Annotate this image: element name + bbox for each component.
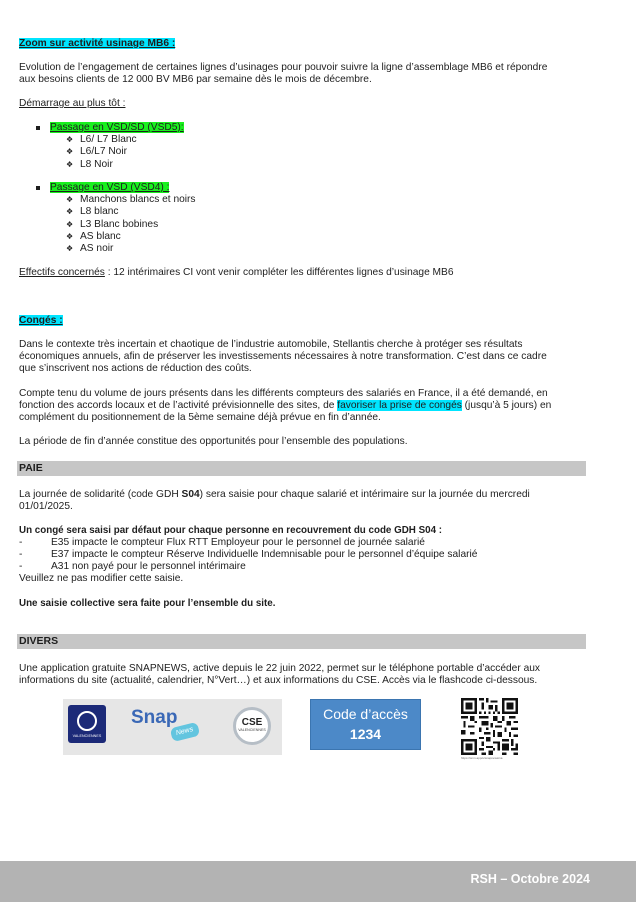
list-item: ❖ Manchons blancs et noirs bbox=[80, 194, 196, 206]
qr-code-icon[interactable] bbox=[461, 698, 518, 755]
zoom-heading bbox=[19, 38, 175, 50]
partner-logos bbox=[63, 699, 282, 755]
text-line: que s’inscrivent nos actions de réduction des coûts. bbox=[19, 363, 252, 375]
access-code-label: Code d’accès bbox=[323, 706, 408, 722]
zoom-heading-text: Zoom sur activité usinage MB6 : bbox=[19, 38, 176, 49]
conges-paragraph-3: La période de fin d’année constitue des opportunités pour l’ensemble des populations. bbox=[19, 436, 408, 447]
effectifs-line bbox=[19, 267, 454, 279]
valenciennes-logo-text: VALENCIENNES bbox=[72, 734, 102, 738]
text-line: informations du site (actualité, calendrier, N°Vert…) et aux informations du CSE. Accès via le flashcode ci-dessous. bbox=[19, 675, 538, 687]
text-line: Compte tenu du volume de jours présents dans les différents compteurs des salariés en France, il a été demandé, en bbox=[19, 388, 548, 399]
cse-logo bbox=[233, 707, 271, 745]
access-code-value: 1234 bbox=[349, 726, 382, 742]
vsd4-list bbox=[50, 194, 196, 255]
cse-logo-text: CSE bbox=[241, 717, 263, 728]
effectifs-label: Effectifs concernés bbox=[19, 267, 105, 278]
text-fragment: fonction des accords locaux et de l’activité prévisionnelle des sites, de bbox=[19, 400, 338, 412]
conges-heading-text: Congés : bbox=[19, 315, 63, 326]
text-line: Dans le contexte très incertain et chaotique de l’industrie automobile, Stellantis cherche à protéger ses résultats bbox=[19, 339, 523, 350]
list-item: - E37 impacte le compteur Réserve Individuelle Indemnisable pour le personnel d’équipe salarié bbox=[17, 549, 597, 561]
list-item: ❖ L6/L7 Noir bbox=[80, 146, 184, 158]
conges-heading bbox=[19, 315, 63, 327]
start-label: Démarrage au plus tôt : bbox=[19, 98, 126, 109]
footer-text: RSH – Octobre 2024 bbox=[470, 872, 590, 886]
zoom-intro-line2: aux besoins clients de 12 000 BV MB6 par semaine dès le mois de décembre. bbox=[19, 74, 372, 86]
qr-code-url[interactable]: https://snm.app/e/snapnews/va bbox=[461, 756, 503, 760]
text-line: économiques annuels, afin de préserver les investissements nécessaires à notre transformation. C’est dans ce cadre bbox=[19, 351, 547, 363]
paie-note: Veuillez ne pas modifier cette saisie. bbox=[19, 573, 184, 584]
zoom-intro-line1: Evolution de l’engagement de certaines lignes d’usinages pour pouvoir suivre la ligne d’assemblage MB6 et répondre bbox=[19, 62, 548, 73]
valenciennes-logo bbox=[68, 705, 106, 743]
divers-section-bar: DIVERS bbox=[17, 634, 586, 649]
vsd5-item bbox=[50, 122, 184, 171]
valenciennes-emblem-icon bbox=[77, 711, 97, 731]
list-item: ❖ L6/ L7 Blanc bbox=[80, 134, 184, 146]
vsd5-list bbox=[50, 134, 184, 171]
text-line: Une application gratuite SNAPNEWS, active depuis le 22 juin 2022, permet sur le téléphone portable d’accéder aux bbox=[19, 663, 541, 674]
snapnews-badge: News bbox=[170, 722, 200, 742]
vsd4-group bbox=[50, 182, 196, 255]
highlight-conges: favoriser la prise de congés bbox=[337, 400, 462, 412]
text-line: 01/01/2025. bbox=[19, 501, 73, 513]
list-item: ❖ L8 blanc bbox=[80, 206, 196, 218]
vsd4-item bbox=[50, 182, 196, 255]
vsd5-group bbox=[50, 122, 184, 171]
list-item: ❖ AS blanc bbox=[80, 231, 196, 243]
paie-bold-line: Un congé sera saisi par défaut pour chaque personne en recouvrement du code GDH S04 : bbox=[19, 525, 443, 536]
list-item: - A31 non payé pour le personnel intérimaire bbox=[17, 561, 597, 573]
access-code-box bbox=[310, 699, 421, 750]
vsd5-title: Passage en VSD/SD (VSD5): bbox=[50, 122, 184, 133]
zoom-intro bbox=[19, 62, 599, 86]
cse-logo-subtext: VALENCIENNES bbox=[238, 728, 266, 732]
text-line bbox=[19, 400, 599, 412]
text-fragment: (jusqu’à 5 jours) en bbox=[461, 400, 552, 412]
text-line bbox=[19, 489, 599, 501]
list-item: ❖ L3 Blanc bobines bbox=[80, 219, 196, 231]
code-s04: S04 bbox=[181, 489, 200, 500]
effectifs-text: : 12 intérimaires CI vont venir compléter les différentes lignes d’usinage MB6 bbox=[104, 267, 454, 278]
text-fragment: La journée de solidarité (code GDH bbox=[19, 489, 182, 500]
list-item: ❖ AS noir bbox=[80, 243, 196, 255]
text-line: complément du positionnement de la 5ème semaine déjà prévue en fin d’année. bbox=[19, 412, 381, 424]
page-footer bbox=[0, 861, 636, 902]
paie-section-bar: PAIE bbox=[17, 461, 586, 476]
vsd4-title: Passage en VSD (VSD4) : bbox=[50, 182, 170, 193]
divers-paragraph bbox=[19, 663, 599, 687]
list-item: ❖ L8 Noir bbox=[80, 159, 184, 171]
paie-paragraph-1 bbox=[19, 489, 599, 513]
paie-code-list bbox=[17, 537, 597, 574]
list-item: - E35 impacte le compteur Flux RTT Employeur pour le personnel de journée salarié bbox=[17, 537, 597, 549]
snapnews-logo: Snap bbox=[131, 707, 178, 728]
paie-collective: Une saisie collective sera faite pour l’ensemble du site. bbox=[19, 598, 276, 609]
conges-paragraph-2 bbox=[19, 388, 599, 425]
conges-paragraph-1 bbox=[19, 339, 599, 376]
text-fragment: ) sera saisie pour chaque salarié et intérimaire sur la journée du mercredi bbox=[199, 489, 530, 500]
